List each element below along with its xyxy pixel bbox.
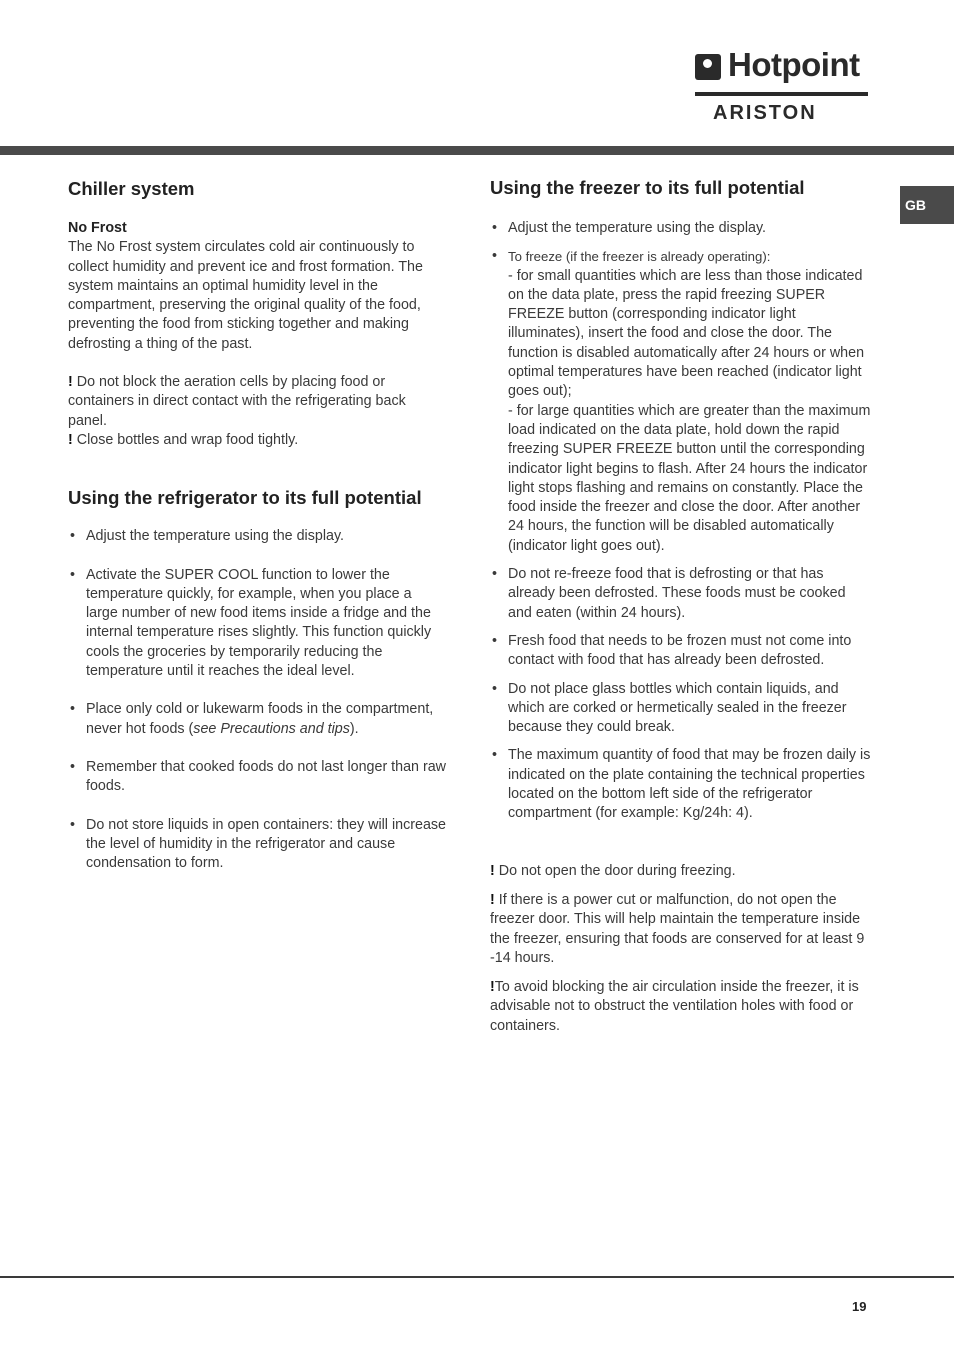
logo-brand-text: Hotpoint [728,46,860,83]
warning-icon: ! [68,431,73,448]
warning-ventilation: !To avoid blocking the air circulation inside the freezer, it is advisable not to obstruct the ventilation holes with food or containers. [490,979,859,1034]
list-item: • Adjust the temperature using the display. [490,219,872,238]
list-item: • Place only cold or lukewarm foods in the compartment, never hot foods (see Precautions and tips). [68,700,446,739]
freeze-intro: • To freeze (if the freezer is already operating): [508,249,771,265]
list-item: • Fresh food that needs to be frozen must not come into contact with food that has already been defrosted. [490,632,872,671]
list-item: • Do not re-freeze food that is defrosting or that has already been defrosted. These foods must be cooked and eaten (within 24 hours). [490,565,872,623]
no-frost-subheading: No Frost [68,220,127,236]
warning-icon: ! [490,862,495,879]
language-tab: GB [900,186,954,224]
freezer-list [490,219,872,824]
left-column [68,178,446,873]
warning-icon: ! [490,979,495,996]
refrigerator-list [68,527,446,873]
refrigerator-heading: Using the refrigerator to its full potential [68,487,422,509]
warning-door: ! Do not open the door during freezing. [490,862,736,879]
list-item: • Do not store liquids in open containers: they will increase the level of humidity in the refrigerator and cause condensation to form. [68,816,446,874]
list-item: • Do not place glass bottles which contain liquids, and which are corked or hermetically sealed in the freezer because they could break. [490,680,872,738]
logo-sub-brand-text: ARISTON [713,102,817,124]
list-item: • The maximum quantity of food that may be frozen daily is indicated on the plate containing the technical properties located on the bottom left side of the refrigerator compartment (for example: Kg/24h: 4). [490,746,872,823]
right-column [490,177,872,1036]
chiller-system-heading: Chiller system [68,178,195,199]
brand-logo [695,46,868,124]
warning-aeration: ! Do not block the aeration cells by placing food or containers in direct contact with the refrigerating back panel. [68,374,406,429]
list-item: • Activate the SUPER COOL function to lower the temperature quickly, for example, when you place a large number of new food items inside a fridge and the internal temperature rises slightly. This function quickly cools the groceries by temporarily reducing the temperature until it reaches the ideal level. [68,566,446,682]
warning-icon: ! [490,891,495,908]
warning-power-cut: ! If there is a power cut or malfunction, do not open the freezer door. This will help maintain the temperature inside the freezer, ensuring that foods are conserved for at least 9 -14 hours. [490,891,865,966]
footer-rule [0,1276,954,1278]
warning-bottles: ! Close bottles and wrap food tightly. [68,431,299,448]
list-item: • Adjust the temperature using the display. [68,527,446,546]
warning-icon: ! [68,374,73,391]
freezer-heading: Using the freezer to its full potential [490,177,805,198]
list-item [490,247,872,556]
logo-mark-icon [695,54,721,80]
logo-divider [695,92,868,96]
no-frost-paragraph: The No Frost system circulates cold air continuously to collect humidity and prevent ice and frost formation. The system maintains an optimal humidity level in the compartment, preserving the original quality of the food, preventing the food from sticking together and making defrosting a thing of the past. [68,239,423,352]
freeze-large-quantities: - for large quantities which are greater than the maximum load indicated on the data plate, hold down the rapid freezing SUPER FREEZE button until the corresponding indicator light begins to flash. After 24 hours the indicator light stops flashing and remains on constantly. Place the food inside the freezer and close the door. After another 24 hours, the function will be disabled automatically (indicator light goes out). [508,402,871,554]
header-bar [0,146,954,155]
freeze-small-quantities: - for small quantities which are less than those indicated on the data plate, press the rapid freezing SUPER FREEZE button (corresponding indicator light illuminates), insert the food and close the door. The function is disabled automatically after 24 hours or when optimal temperatures have been reached (indicator light goes out); [508,267,865,400]
list-item: • Remember that cooked foods do not last longer than raw foods. [68,758,446,797]
page-number: 19 [852,1299,867,1314]
